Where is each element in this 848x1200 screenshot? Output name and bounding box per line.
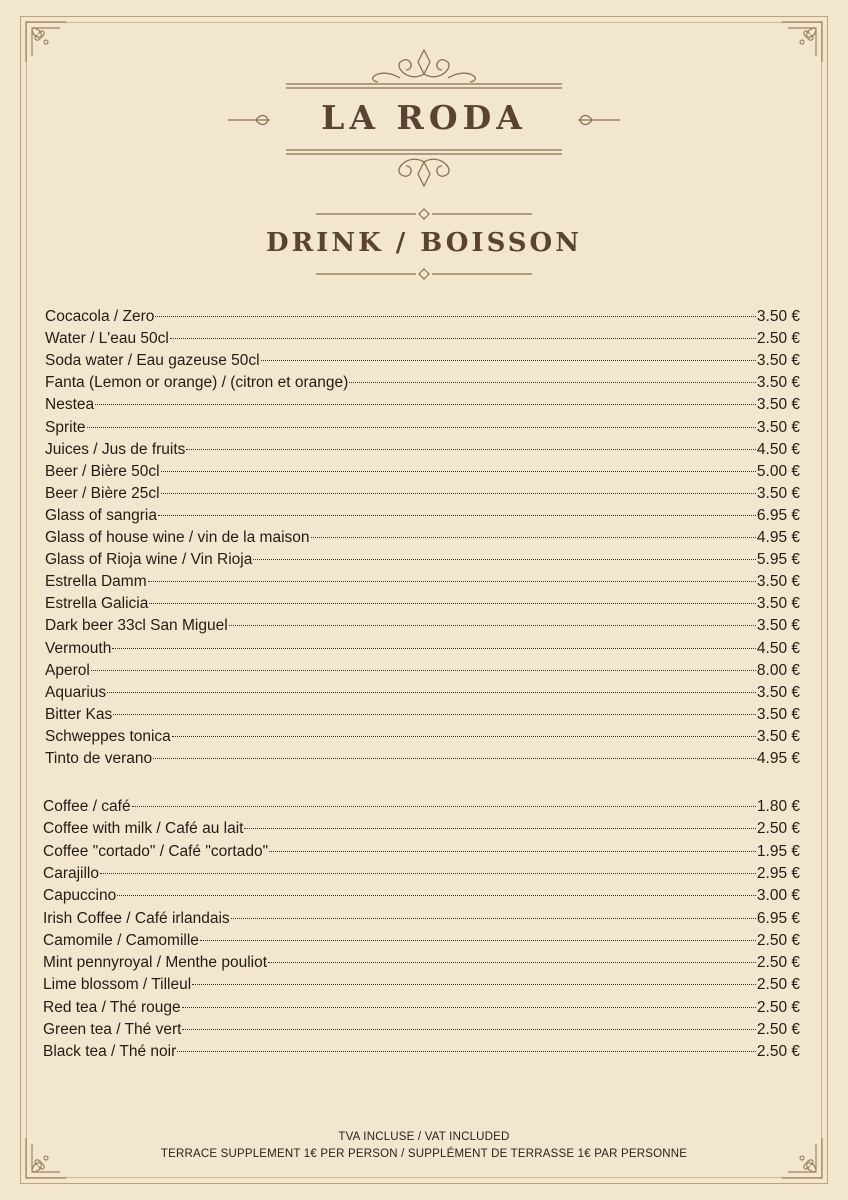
menu-item bbox=[43, 952, 800, 974]
menu-item bbox=[45, 571, 800, 593]
menu-item bbox=[45, 527, 800, 549]
menu-item-price: 5.95 € bbox=[756, 551, 800, 569]
menu-item-name: Schweppes tonica bbox=[45, 727, 171, 745]
menu-item-price: 3.50 € bbox=[756, 573, 800, 591]
menu-item-name: Soda water / Eau gazeuse 50cl bbox=[45, 352, 260, 370]
menu-item-name: Vermouth bbox=[45, 639, 112, 657]
menu-item-price: 4.50 € bbox=[756, 639, 800, 657]
menu-item bbox=[45, 660, 800, 682]
divider-icon bbox=[314, 268, 534, 280]
dot-leader bbox=[182, 1029, 755, 1030]
menu-item-name: Juices / Jus de fruits bbox=[45, 440, 186, 458]
dot-leader bbox=[149, 603, 756, 604]
menu-item-name: Carajillo bbox=[43, 864, 99, 882]
menu-item bbox=[45, 726, 800, 748]
menu-item-price: 3.50 € bbox=[756, 352, 800, 370]
menu-item bbox=[45, 350, 800, 372]
menu-item-name: Black tea / Thé noir bbox=[43, 1043, 177, 1061]
dot-leader bbox=[87, 427, 756, 428]
dot-leader bbox=[182, 1007, 756, 1008]
menu-item-price: 3.50 € bbox=[756, 705, 800, 723]
menu-item-name: Tinto de verano bbox=[45, 750, 153, 767]
menu-item-name: Camomile / Camomille bbox=[43, 931, 199, 949]
menu-item bbox=[43, 796, 800, 818]
menu-item bbox=[45, 306, 800, 328]
menu-item bbox=[45, 615, 800, 637]
menu-item bbox=[45, 439, 800, 461]
menu-item-price: 2.50 € bbox=[756, 998, 800, 1016]
menu-item-price: 2.95 € bbox=[756, 864, 800, 882]
dot-leader bbox=[153, 758, 756, 759]
menu-item-price: 2.50 € bbox=[756, 931, 800, 949]
menu-item bbox=[45, 483, 800, 505]
dot-leader bbox=[170, 338, 756, 339]
menu-item bbox=[45, 549, 800, 571]
dot-leader bbox=[117, 895, 756, 896]
dot-leader bbox=[231, 918, 756, 919]
dot-leader bbox=[161, 471, 756, 472]
menu-item-price: 3.50 € bbox=[756, 396, 800, 414]
dot-leader bbox=[155, 316, 755, 317]
dot-leader bbox=[192, 984, 756, 985]
menu-item-name: Fanta (Lemon or orange) / (citron et orange) bbox=[45, 374, 349, 392]
menu-item bbox=[45, 704, 800, 726]
menu-item-price: 3.00 € bbox=[756, 887, 800, 905]
menu-item-price: 3.50 € bbox=[756, 484, 800, 502]
menu-item bbox=[43, 908, 800, 930]
menu-item-name: Coffee "cortado" / Café "cortado" bbox=[43, 842, 269, 860]
menu-item bbox=[43, 885, 800, 907]
menu-item-name: Coffee with milk / Café au lait bbox=[43, 820, 244, 838]
menu-item-price: 2.50 € bbox=[756, 820, 800, 838]
section-title: DRINK / BOISSON bbox=[266, 228, 582, 258]
menu-item-price: 4.50 € bbox=[756, 440, 800, 458]
dot-leader bbox=[311, 537, 756, 538]
dot-leader bbox=[148, 581, 756, 582]
menu-item-name: Glass of sangria bbox=[45, 506, 157, 524]
dot-leader bbox=[95, 404, 756, 405]
dot-leader bbox=[349, 382, 756, 383]
dot-leader bbox=[161, 493, 756, 494]
corner-ornament-icon bbox=[22, 18, 70, 66]
menu-item-name: Cocacola / Zero bbox=[45, 308, 155, 325]
menu-item bbox=[45, 748, 800, 770]
menu-item bbox=[45, 372, 800, 394]
menu-item-price: 6.95 € bbox=[756, 909, 800, 927]
menu-item-name: Red tea / Thé rouge bbox=[43, 998, 181, 1016]
menu-item-name: Nestea bbox=[45, 396, 95, 414]
menu-item-price: 4.95 € bbox=[756, 529, 800, 546]
menu-item-price: 3.50 € bbox=[756, 308, 800, 325]
menu-item-price: 1.80 € bbox=[756, 798, 800, 815]
divider-icon bbox=[314, 208, 534, 220]
menu-item-name: Estrella Damm bbox=[45, 573, 147, 591]
menu-item bbox=[43, 818, 800, 840]
menu-item-name: Bitter Kas bbox=[45, 705, 113, 723]
menu-item-price: 8.00 € bbox=[756, 661, 800, 679]
header-flourish-icon bbox=[280, 44, 568, 96]
dot-leader bbox=[100, 873, 756, 874]
menu-item-name: Sprite bbox=[45, 418, 86, 436]
menu-item-price: 2.50 € bbox=[756, 1021, 800, 1038]
menu-item-price: 2.50 € bbox=[756, 330, 800, 348]
menu-item-price: 3.50 € bbox=[756, 595, 800, 613]
dot-leader bbox=[269, 851, 756, 852]
dot-leader bbox=[158, 515, 756, 516]
dot-leader bbox=[244, 828, 755, 829]
menu-item bbox=[43, 997, 800, 1019]
restaurant-name: LA RODA bbox=[321, 98, 527, 137]
menu-item-name: Glass of house wine / vin de la maison bbox=[45, 529, 310, 546]
menu-item-price: 3.50 € bbox=[756, 727, 800, 745]
menu-item-name: Green tea / Thé vert bbox=[43, 1021, 182, 1038]
dot-leader bbox=[186, 449, 755, 450]
menu-item-price: 3.50 € bbox=[756, 683, 800, 701]
menu-item-name: Water / L'eau 50cl bbox=[45, 330, 169, 348]
menu-item-name: Irish Coffee / Café irlandais bbox=[43, 909, 230, 927]
dot-leader bbox=[177, 1051, 756, 1052]
menu-item bbox=[43, 930, 800, 952]
menu-item-price: 3.50 € bbox=[756, 617, 800, 635]
menu-item bbox=[45, 417, 800, 439]
menu-item-name: Beer / Bière 25cl bbox=[45, 484, 160, 502]
menu-item-name: Aquarius bbox=[45, 683, 107, 701]
menu-item-name: Mint pennyroyal / Menthe pouliot bbox=[43, 954, 268, 972]
menu-item-price: 2.50 € bbox=[756, 954, 800, 972]
menu-item-price: 1.95 € bbox=[756, 842, 800, 860]
menu-item bbox=[45, 638, 800, 660]
menu-item-name: Aperol bbox=[45, 661, 90, 679]
menu-item bbox=[43, 1041, 800, 1063]
menu-item-price: 3.50 € bbox=[756, 418, 800, 436]
menu-item bbox=[45, 682, 800, 704]
dot-leader bbox=[132, 806, 756, 807]
menu-item-name: Dark beer 33cl San Miguel bbox=[45, 617, 228, 635]
dot-leader bbox=[268, 962, 756, 963]
menu-item-price: 4.95 € bbox=[756, 750, 800, 767]
menu-item-name: Beer / Bière 50cl bbox=[45, 462, 160, 480]
menu-item-name: Estrella Galicia bbox=[45, 595, 149, 613]
terrace-notice: TERRACE SUPPLEMENT 1€ PER PERSON / SUPPLÉMENT DE TERRASSE 1€ PAR PERSONNE bbox=[160, 1148, 688, 1160]
dot-leader bbox=[200, 940, 756, 941]
menu-item bbox=[43, 863, 800, 885]
menu-item bbox=[45, 461, 800, 483]
menu-item bbox=[43, 1019, 800, 1041]
dot-leader bbox=[91, 670, 756, 671]
vat-notice: TVA INCLUSE / VAT INCLUDED bbox=[338, 1131, 510, 1143]
menu-item-price: 5.00 € bbox=[756, 462, 800, 480]
corner-ornament-icon bbox=[778, 18, 826, 66]
menu-item bbox=[45, 394, 800, 416]
header-flourish-icon bbox=[280, 144, 568, 192]
dot-leader bbox=[112, 648, 756, 649]
menu-item-price: 3.50 € bbox=[756, 374, 800, 392]
menu-item-name: Lime blossom / Tilleul bbox=[43, 976, 192, 994]
dot-leader bbox=[253, 559, 756, 560]
dot-leader bbox=[229, 625, 756, 626]
menu-item bbox=[45, 328, 800, 350]
dot-leader bbox=[261, 360, 756, 361]
menu-item-name: Glass of Rioja wine / Vin Rioja bbox=[45, 551, 253, 569]
menu-item-price: 2.50 € bbox=[756, 1043, 800, 1061]
dot-leader bbox=[172, 736, 756, 737]
menu-item-price: 6.95 € bbox=[756, 506, 800, 524]
menu-item bbox=[43, 841, 800, 863]
menu-item-price: 2.50 € bbox=[756, 976, 800, 994]
dot-leader bbox=[107, 692, 756, 693]
menu-item bbox=[43, 974, 800, 996]
menu-item bbox=[45, 593, 800, 615]
dot-leader bbox=[113, 714, 756, 715]
menu-item bbox=[45, 505, 800, 527]
menu-item-name: Coffee / café bbox=[43, 798, 131, 815]
menu-item-name: Capuccino bbox=[43, 887, 117, 905]
